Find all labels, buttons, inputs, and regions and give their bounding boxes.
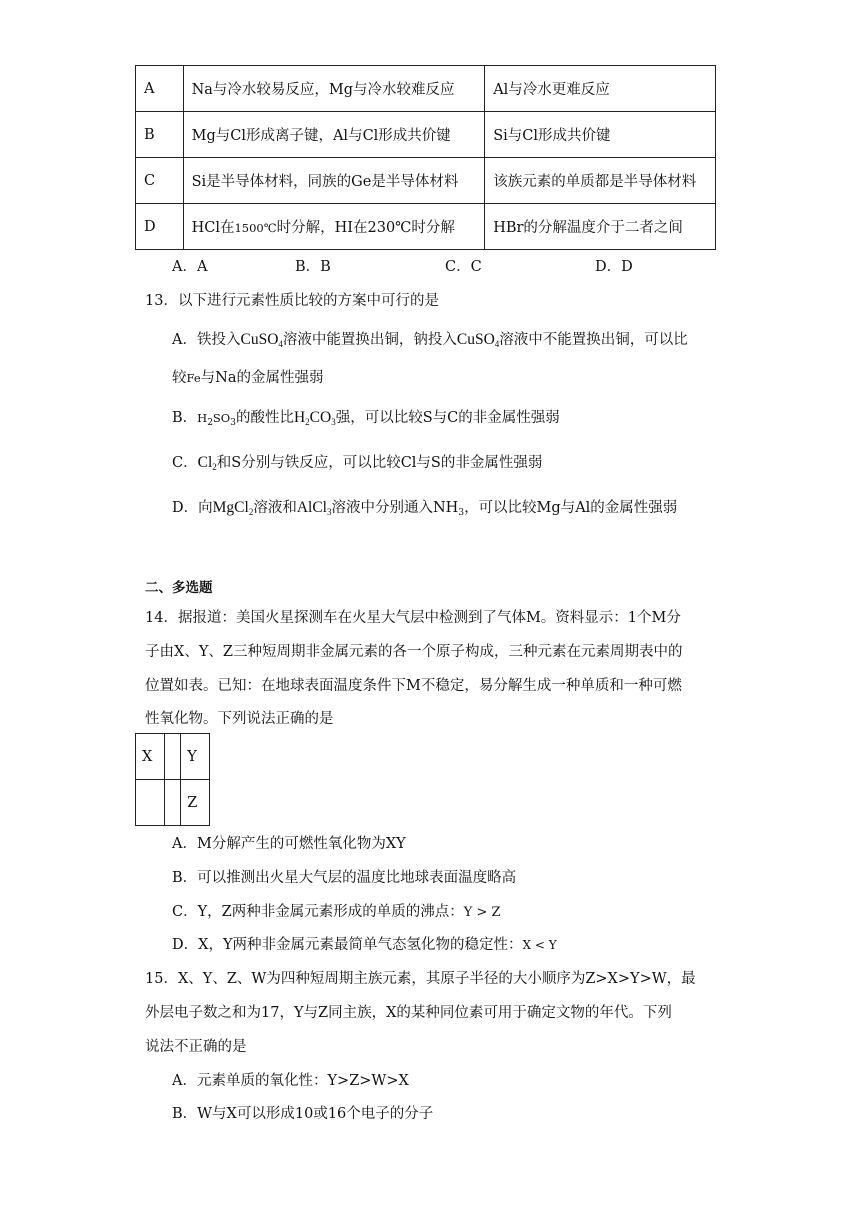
table-row: [136, 204, 716, 250]
table-row: [136, 158, 716, 204]
text: C．Y，Z两种非金属元素形成的单质的沸点：: [172, 904, 464, 920]
q13-option-c: [172, 453, 542, 477]
option-d: D．D: [595, 259, 633, 275]
q12-table: [135, 65, 716, 250]
text: A．铁投入: [172, 332, 241, 348]
text: ，可以比较Mg与Al的金属性强弱: [464, 500, 678, 516]
text: 溶液中能置换出铜，钠投入: [282, 332, 457, 348]
option-b: B．B: [295, 259, 331, 275]
cell-text: 时分解，HI在230℃时分解: [276, 220, 455, 236]
q14-option-d: [172, 935, 557, 955]
temperature-value: 1500℃: [234, 221, 277, 235]
option-a: A．A: [172, 259, 208, 275]
text: 溶液中分别通入: [331, 500, 433, 516]
section-heading: 二、多选题: [145, 580, 213, 596]
text: 较: [172, 370, 187, 386]
formula-cl2: $Cl_2$: [197, 454, 217, 472]
question-14-line4: 性氧化物。下列说法正确的是: [145, 711, 334, 727]
row-key: A: [136, 66, 184, 112]
q15-option-b: B．W与X可以形成10或16个电子的分子: [172, 1106, 434, 1122]
text: D．X，Y两种非金属元素最简单气态氢化物的稳定性：: [172, 937, 523, 953]
text: D．向: [172, 500, 213, 516]
relation: Y > Z: [463, 905, 501, 920]
option-c: C．C: [445, 259, 482, 275]
question-15-line2: 外层电子数之和为17，Y与Z同主族，X的某种同位素可用于确定文物的年代。下列: [145, 1005, 672, 1021]
text: 溶液中不能置换出铜，可以比: [499, 332, 688, 348]
text: 和S分别与铁反应，可以比较Cl与S的非金属性强弱: [216, 455, 543, 471]
table-row: [136, 112, 716, 158]
q13-option-a-line1: [172, 330, 688, 354]
text: 的酸性比: [235, 410, 294, 426]
question-14-line1: 14．据报道：美国火星探测车在火星大气层中检测到了气体M。资料显示：1个M分: [145, 610, 681, 626]
table-cell: Al与冷水更难反应: [485, 66, 716, 112]
formula-cuso4: CuSO$_4$: [456, 331, 500, 349]
q13-option-a-line2: [172, 368, 324, 388]
row-key: D: [136, 204, 184, 250]
q14-option-a: A．M分解产生的可燃性氧化物为XY: [172, 836, 406, 852]
formula-alcl3: AlCl$_3$: [296, 499, 332, 517]
table-row: [136, 734, 210, 780]
row-key: B: [136, 112, 184, 158]
table-cell: X: [136, 734, 165, 780]
text: 与Na的金属性强弱: [200, 370, 324, 386]
formula-h2co3: $H_2CO_3$: [293, 409, 336, 427]
q13-option-b: [172, 408, 560, 433]
text: B．: [172, 410, 198, 426]
question-15-line3: 说法不正确的是: [145, 1039, 247, 1055]
text: C．: [172, 455, 198, 471]
table-row: [136, 66, 716, 112]
question-15-line1: 15．X、Y、Z、W为四种短周期主族元素，其原子半径的大小顺序为Z>X>Y>W，最: [145, 971, 696, 987]
table-cell: 该族元素的单质都是半导体材料: [485, 158, 716, 204]
table-cell: Y: [181, 734, 210, 780]
table-cell: [136, 780, 165, 826]
formula-fe: Fe: [186, 371, 201, 385]
table-cell: [164, 734, 180, 780]
formula-cuso4: CuSO$_4$: [240, 331, 283, 349]
table-cell: [164, 780, 180, 826]
relation: X < Y: [522, 938, 557, 952]
table-cell: [183, 204, 485, 250]
question-14-line2: 子由X、Y、Z三种短周期非金属元素的各一个原子构成，三种元素在元素周期表中的: [145, 644, 683, 660]
question-13-stem: 13．以下进行元素性质比较的方案中可行的是: [145, 293, 439, 309]
q14-option-c: [172, 902, 501, 923]
row-key: C: [136, 158, 184, 204]
text: 溶液和: [253, 500, 297, 516]
periodic-position-table: [135, 733, 210, 826]
formula-nh3: $NH_3$: [432, 500, 465, 518]
table-cell: Mg与Cl形成离子键，Al与Cl形成共价键: [183, 112, 485, 158]
question-14-line3: 位置如表。已知：在地球表面温度条件下M不稳定，易分解生成一种单质和一种可燃: [145, 678, 682, 694]
table-cell: HBr的分解温度介于二者之间: [485, 204, 716, 250]
q14-option-b: B．可以推测出火星大气层的温度比地球表面温度略高: [172, 870, 517, 886]
table-cell: Z: [181, 780, 210, 826]
cell-text: HCl在: [191, 220, 235, 236]
q13-option-d: [172, 498, 677, 523]
formula-h2so3: $H_2SO_3$: [197, 411, 236, 428]
table-cell: Na与冷水较易反应，Mg与冷水较难反应: [183, 66, 485, 112]
text: 强，可以比较S与C的非金属性强弱: [335, 410, 560, 426]
table-cell: Si是半导体材料，同族的Ge是半导体材料: [183, 158, 485, 204]
q15-option-a: A．元素单质的氧化性：Y>Z>W>X: [172, 1073, 409, 1089]
table-cell: Si与Cl形成共价键: [485, 112, 716, 158]
table-row: [136, 780, 210, 826]
formula-mgcl2: MgCl$_2$: [212, 499, 254, 517]
